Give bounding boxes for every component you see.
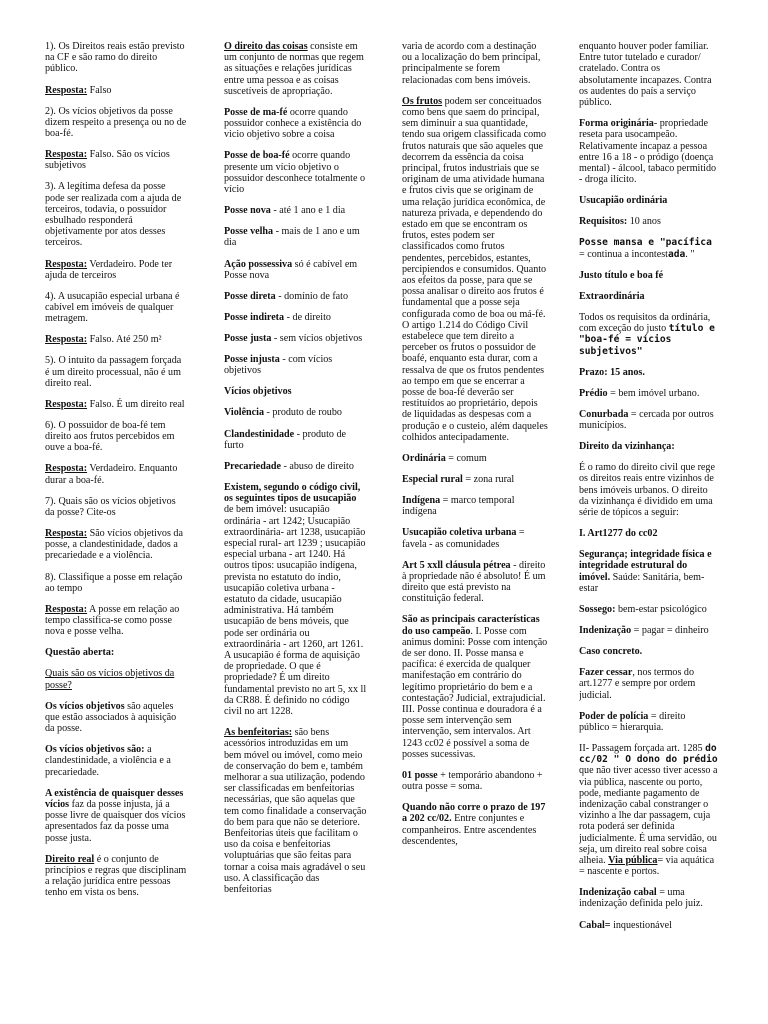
text-run: só é cabível em Posse nova	[224, 258, 358, 281]
bold-text-run: Posse nova	[224, 205, 271, 217]
paragraph	[402, 770, 548, 792]
bold-text-run: Indenização cabal	[579, 887, 657, 899]
text-run: = bem imóvel urbano.	[607, 387, 700, 399]
bold-text-run: Posse injusta	[224, 354, 280, 366]
paragraph	[579, 646, 718, 657]
text-run: são aqueles que estão associados à aquisição da posse.	[45, 700, 177, 735]
text-run: a clandestinidade, a violência e a precariedade.	[45, 744, 171, 778]
text-run: = continua a incontest	[579, 248, 668, 260]
bold-text-run: Resposta:	[45, 334, 88, 346]
bold-text-run: 01 posse	[402, 769, 438, 781]
text-run: = favela - as comunidades	[402, 527, 525, 550]
paragraph	[224, 354, 367, 376]
text-run: de bem imóvel: usucapião ordinária - art 1242; Usucapião extraordinária- art 1238, usucapião especial rural- art 1239 ; usucapião especial urbana - art 1240. Há outros tipos: usucapião indígena, prevista no estatuto do índio, usucapião coletiva urbana - estatuto da cidade, usucapião administrativa. Há também usucapião de bens móveis, que pode ser ordinária ou extraordinária - art 1260, art 1261. A usucapião é forma de aquisição de propriedade. O que é propriedade? É um direito fundamental previsto no art 5, xx ll da CR88. É definido no código civil no art 1228.	[224, 504, 367, 718]
bold-text-run: Justo título e boa fé	[579, 269, 664, 281]
bold-text-run: I. Art1277 do cc02	[579, 528, 658, 540]
text-run: = cercada por outros municípios.	[579, 408, 714, 431]
paragraph	[579, 291, 718, 302]
text-run: Saúde: Sanitária, bem-estar	[579, 571, 705, 594]
paragraph	[579, 462, 718, 518]
bold-text-run: Ação possessiva	[224, 258, 293, 270]
bold-text-run: Sossego:	[579, 603, 616, 615]
bold-text-run: Prazo: 15 anos.	[579, 366, 645, 378]
text-run: - sem vícios objetivos	[271, 332, 363, 344]
text-run: = zona rural	[462, 473, 515, 485]
column-1	[45, 41, 187, 1019]
paragraph	[579, 743, 718, 877]
bold-text-run: Via pública	[608, 854, 658, 866]
text-run: . I. Posse com animus domini: Posse com intenção de ser dono. II. Posse mansa e pacífica: é exercida de qualquer manifestação em contrário do legítimo proprietário do bem e a contestação? Judicial, extrajudicial. III. Posse continua e douradora é a posse sem intervenção sem intervenção, sem intervalos. Art 1243 cc02 é possível a soma de posses sucessivas.	[402, 625, 548, 760]
text-run: 3). A legítima defesa da posse pode ser realizada com a ajuda de terceiros, todavia, o possuidor esbulhado responderá objetivamente por atos desses terceiros.	[45, 181, 182, 249]
bold-text-run: Posse direta	[224, 290, 276, 302]
bold-text-run: Os vícios objetivos são:	[45, 744, 145, 756]
bold-text-run: Resposta:	[45, 528, 88, 540]
text-run: que não tiver acesso tiver acesso a via pública, nascente ou porto, pode, mediante pagamento de indenização cabal constranger o vizinho a lhe dar passagem, cuja rota poderá ser definida judicialmente. É uma servidão, ou seja, um direito real sobre coisa alheia.	[579, 765, 718, 866]
paragraph	[45, 528, 187, 562]
text-run: Verdadeiro. Enquanto durar a boa-fé.	[45, 463, 178, 486]
bold-text-run: Posse velha	[224, 226, 274, 238]
paragraph	[579, 41, 718, 108]
paragraph	[402, 495, 548, 517]
bold-text-run: Clandestinidade	[224, 428, 295, 440]
bold-text-run: Requisitos:	[579, 216, 628, 228]
bold-text-run: Quando não corre o prazo de 197 a 202 cc/02.	[402, 802, 546, 825]
text-run: = comum	[445, 452, 487, 464]
paragraph	[402, 527, 548, 549]
bold-text-run: Resposta:	[45, 603, 88, 615]
text-run: II- Passagem forçada art. 1285	[579, 742, 706, 754]
paragraph	[45, 572, 187, 594]
text-run: Entre conjuntes e companheiros. Entre ascendentes descendentes,	[402, 813, 537, 847]
text-run: = direito público = hierarquia.	[579, 710, 686, 733]
paragraph	[45, 259, 187, 281]
paragraph	[224, 41, 367, 97]
paragraph	[45, 355, 187, 389]
paragraph	[402, 614, 548, 760]
bold-text-run: Fazer cessar	[579, 667, 633, 679]
text-run: inquestionável	[610, 919, 672, 931]
paragraph	[579, 920, 718, 931]
text-run: - com vícios objetivos	[224, 354, 333, 377]
bold-text-run: Precariedade	[224, 460, 281, 472]
column-3	[402, 41, 548, 1019]
bold-text-run: A existência de quaisquer desses vícios	[45, 787, 184, 810]
text-run: - propriedade reseta para usocampeão. Relativamente incapaz a pessoa entre 16 a 18 - o pródigo (doença mental) - álcool, tabaco permitido - droga ilícito.	[579, 118, 717, 186]
paragraph	[224, 482, 367, 717]
bold-text-run: Ordinária	[402, 452, 446, 464]
text-run: 7). Quais são os vícios objetivos da posse? Cite-os	[45, 495, 176, 518]
paragraph	[45, 701, 187, 735]
bold-text-run: Questão aberta:	[45, 647, 115, 659]
paragraph	[224, 429, 367, 451]
paragraph	[224, 107, 367, 141]
text-run: A posse em relação ao tempo classifica-se como posse nova e posse velha.	[45, 603, 180, 638]
paragraph	[45, 496, 187, 518]
bold-text-run: Art 5 xxll cláusula pétrea	[402, 559, 511, 571]
column-2	[224, 41, 367, 1019]
text-run: - domínio de fato	[275, 290, 349, 302]
bold-text-run: do cc/02 " O dono do prédio	[579, 742, 718, 766]
text-run: , nos termos do art.1277 e sempre por ordem judicial.	[579, 667, 696, 701]
bold-text-run: Resposta:	[45, 258, 88, 270]
paragraph	[45, 85, 187, 96]
text-run: = pagar = dinheiro	[631, 624, 709, 636]
bold-text-run: Vícios objetivos	[224, 386, 292, 398]
paragraph	[579, 367, 718, 378]
bold-text-run: Cabal=	[579, 919, 611, 931]
bold-text-run: Especial rural	[402, 473, 463, 485]
paragraph	[45, 788, 187, 844]
bold-text-run: Direito real	[45, 853, 95, 865]
text-run: É o ramo do direito civil que rege os direitos reais entre vizinhos de bens imóveis urbanos. O direito da vizinhança é dividido em uma série de tópicos a seguir:	[579, 462, 715, 518]
paragraph	[579, 549, 718, 594]
text-run: 10 anos	[627, 216, 661, 228]
text-run: faz da posse injusta, já a posse livre de quaisquer dos vícios apresentados faz da posse uma posse justa.	[45, 798, 186, 844]
paragraph	[402, 560, 548, 605]
paragraph	[579, 388, 718, 399]
paragraph	[45, 334, 187, 345]
text-run: Todos os requisitos da ordinária, com exceção do justo	[579, 311, 711, 335]
text-run: Verdadeiro. Pode ter ajuda de terceiros	[45, 258, 173, 281]
text-run: - produto de furto	[224, 428, 346, 451]
text-run: varia de acordo com a destinação ou a localização do bem principal, principalmente se forem relacionadas com bens imóveis.	[402, 41, 541, 86]
paragraph	[224, 150, 367, 195]
paragraph	[45, 399, 187, 410]
text-run: 6). O possuidor de boa-fé tem direito aos frutos percebidos em ouve a boa-fé.	[45, 419, 175, 454]
paragraph	[579, 270, 718, 281]
paragraph	[224, 312, 367, 323]
paragraph	[45, 604, 187, 638]
text-run: = via aquática = nascente e portos.	[579, 854, 715, 878]
paragraph	[224, 333, 367, 344]
paragraph	[579, 604, 718, 615]
text-run: Falso. Até 250 m²	[87, 334, 162, 346]
text-run: + temporário abandono + outra posse = soma.	[402, 769, 543, 793]
bold-text-run: As benfeitorias:	[224, 727, 293, 739]
bold-text-run: Resposta:	[45, 84, 88, 96]
bold-text-run: O direito das coisas	[224, 41, 308, 52]
text-run: - até 1 ano e 1 dia	[270, 205, 346, 217]
paragraph	[224, 386, 367, 397]
paragraph	[45, 181, 187, 248]
paragraph	[579, 312, 718, 357]
bold-text-run: Existem, segundo o código civil, os seguintes tipos de usucapião	[224, 481, 361, 505]
paragraph	[402, 802, 548, 847]
paragraph	[579, 118, 718, 185]
paragraph	[45, 106, 187, 140]
text-run: são bens acessórios introduzidas em um bem móvel ou imóvel, como meio de conservação do bem e, também melhorar a sua utilização, podendo ser classificadas em benfeitorias necessárias, que são aquelas que tem como finalidade a conservação do bem para que não se deteriore. Benfeitorias úteis que facilitam o uso da coisa e benfeitorias voluptuárias que são feitas para tornar a coisa mais agradável o seu uso. A classificação das benfeitorias	[224, 727, 367, 895]
bold-text-run: título e "boa-fé = vícios subjetivos"	[579, 323, 715, 357]
text-run: - abuso de direito	[281, 460, 354, 472]
paragraph	[402, 96, 548, 443]
bold-text-run: Resposta:	[45, 398, 88, 410]
text-run: 1). Os Direitos reais estão previsto na CF e são ramo do direito público.	[45, 41, 185, 75]
paragraph	[45, 854, 187, 899]
bold-text-run: Posse mansa e "pacífica	[579, 237, 712, 249]
text-run: consiste em um conjunto de normas que regem as situações e relações jurídicas entre uma pessoa e as coisas suscetíveis de apropriação.	[224, 41, 364, 97]
bold-text-run: Indenização	[579, 624, 632, 636]
text-run: Quais são os vícios objetivos da posse?	[45, 668, 175, 691]
bold-text-run: Usucapião ordinária	[579, 195, 668, 207]
bold-text-run: Poder de polícia	[579, 710, 649, 722]
paragraph	[45, 149, 187, 171]
text-run: - mais de 1 ano e um dia	[224, 226, 360, 249]
text-run: . "	[685, 248, 695, 260]
paragraph	[224, 205, 367, 216]
bold-text-run: Posse indireta	[224, 311, 285, 323]
bold-text-run: Posse justa	[224, 332, 272, 344]
bold-text-run: Violência	[224, 407, 264, 419]
text-run: Falso. É um direito real	[87, 398, 185, 410]
paragraph	[224, 291, 367, 302]
bold-text-run: Extraordinária	[579, 290, 645, 302]
text-run: São vícios objetivos da posse, a clandestinidade, dados a precariedade e a violência.	[45, 528, 183, 562]
paragraph	[402, 474, 548, 485]
paragraph	[224, 727, 367, 895]
paragraph	[579, 625, 718, 636]
text-run: 2). Os vícios objetivos da posse dizem respeito a presença ou no de boa-fé.	[45, 105, 187, 139]
bold-text-run: Usucapião coletiva urbana	[402, 527, 517, 539]
text-run: - direito à propriedade não é absoluto! É um direito que está previsto na constituição federal.	[402, 559, 546, 605]
paragraph	[579, 711, 718, 733]
paragraph	[45, 668, 187, 690]
column-4	[579, 41, 718, 1019]
paragraph	[45, 420, 187, 454]
paragraph	[579, 409, 718, 431]
paragraph	[224, 259, 367, 281]
text-run: - de direito	[284, 311, 331, 323]
text-run: 5). O intuito da passagem forçada é um direito processual, não é um direito real.	[45, 355, 182, 389]
text-run: podem ser conceituados como bens que saem do principal, sem diminuir a sua quantidade, tendo sua origem classificada como frutos naturais que são aqueles que decorrem da essência da coisa principal, frutos industriais que se originam de uma atividade humana e frutos civis que se originam de uma relação jurídica econômica, de natureza privada, e dependendo do estado em que se encontram os frutos, estes podem ser classificados como frutos pendentes, percebidos, estantes, percipiendos e consumidos. Quanto aos efeitos da posse, para que se possa analisar o direito aos frutos é fundamental que a posse seja configurada como de boa ou má-fé. O artigo 1.214 do Código Civil estabelece que tem direito a perceber os frutos o possuidor de boafé, enquanto esta durar, com a ressalva de que os frutos pendentes ao tempo em que se encerrar a posse de boa-fé deverão ser restituídos ao proprietário, depois de liquidadas as despesas com a produção e o custeio, além daqueles colhidos antecipadamente.	[402, 95, 548, 443]
text-run: ocorre quando possuidor conhece a existência do vicio objetivo sobre a coisa	[224, 106, 362, 141]
paragraph	[45, 291, 187, 325]
text-run: é o conjunto de princípios e regras que disciplinam a relação jurídica entre pessoas tenho em vista os bens.	[45, 853, 187, 899]
paragraph	[402, 453, 548, 464]
bold-text-run: Resposta:	[45, 149, 88, 161]
text-run: = marco temporal indígena	[402, 495, 515, 518]
text-run: Falso	[87, 84, 112, 96]
bold-text-run: Segurança; integridade física e integridade estrutural do imóvel.	[579, 549, 712, 583]
paragraph	[579, 887, 718, 909]
text-run: 4). A usucapião especial urbana é cabível em imóveis de qualquer metragem.	[45, 290, 180, 325]
paragraph	[579, 441, 718, 452]
bold-text-run: Forma originária	[579, 118, 654, 130]
bold-text-run: Indígena	[402, 495, 441, 507]
paragraph	[45, 463, 187, 485]
bold-text-run: São as principais características do uso campeão	[402, 614, 540, 637]
text-run: 8). Classifique a posse em relação ao tempo	[45, 571, 183, 594]
bold-text-run: Direito da vizinhança:	[579, 441, 675, 453]
paragraph	[45, 647, 187, 658]
paragraph	[579, 216, 718, 227]
text-run: enquanto houver poder familiar. Entre tutor tutelado e curador/ cratelado. Contra os absolutamente incapazes. Contra os audentes do país a serviço público.	[579, 41, 712, 109]
paragraph	[224, 226, 367, 248]
paragraph	[45, 41, 187, 75]
bold-text-run: Resposta:	[45, 463, 88, 475]
bold-text-run: ada	[667, 248, 686, 260]
paragraph	[224, 461, 367, 472]
paragraph	[224, 407, 367, 418]
bold-text-run: Os frutos	[402, 95, 443, 107]
text-run: - produto de roubo	[264, 407, 342, 419]
text-run: Falso. São os vícios subjetivos	[45, 149, 170, 172]
text-run: ocorre quando presente um vício objetivo o possuidor desconhece totalmente o vício	[224, 150, 365, 196]
bold-text-run: Os vícios objetivos	[45, 700, 125, 712]
bold-text-run: Posse de ma-fé	[224, 106, 288, 118]
paragraph	[579, 667, 718, 701]
paragraph	[579, 237, 718, 259]
paragraph	[579, 195, 718, 206]
bold-text-run: Caso concreto.	[579, 646, 643, 658]
bold-text-run: Posse de boa-fé	[224, 150, 290, 162]
text-run: = uma indenização definida pelo juiz.	[579, 887, 703, 910]
bold-text-run: Prédio	[579, 387, 608, 399]
text-run: bem-estar psicológico	[615, 603, 707, 615]
paragraph	[579, 528, 718, 539]
paragraph	[402, 41, 548, 86]
paragraph	[45, 744, 187, 778]
bold-text-run: Conurbada	[579, 408, 629, 420]
